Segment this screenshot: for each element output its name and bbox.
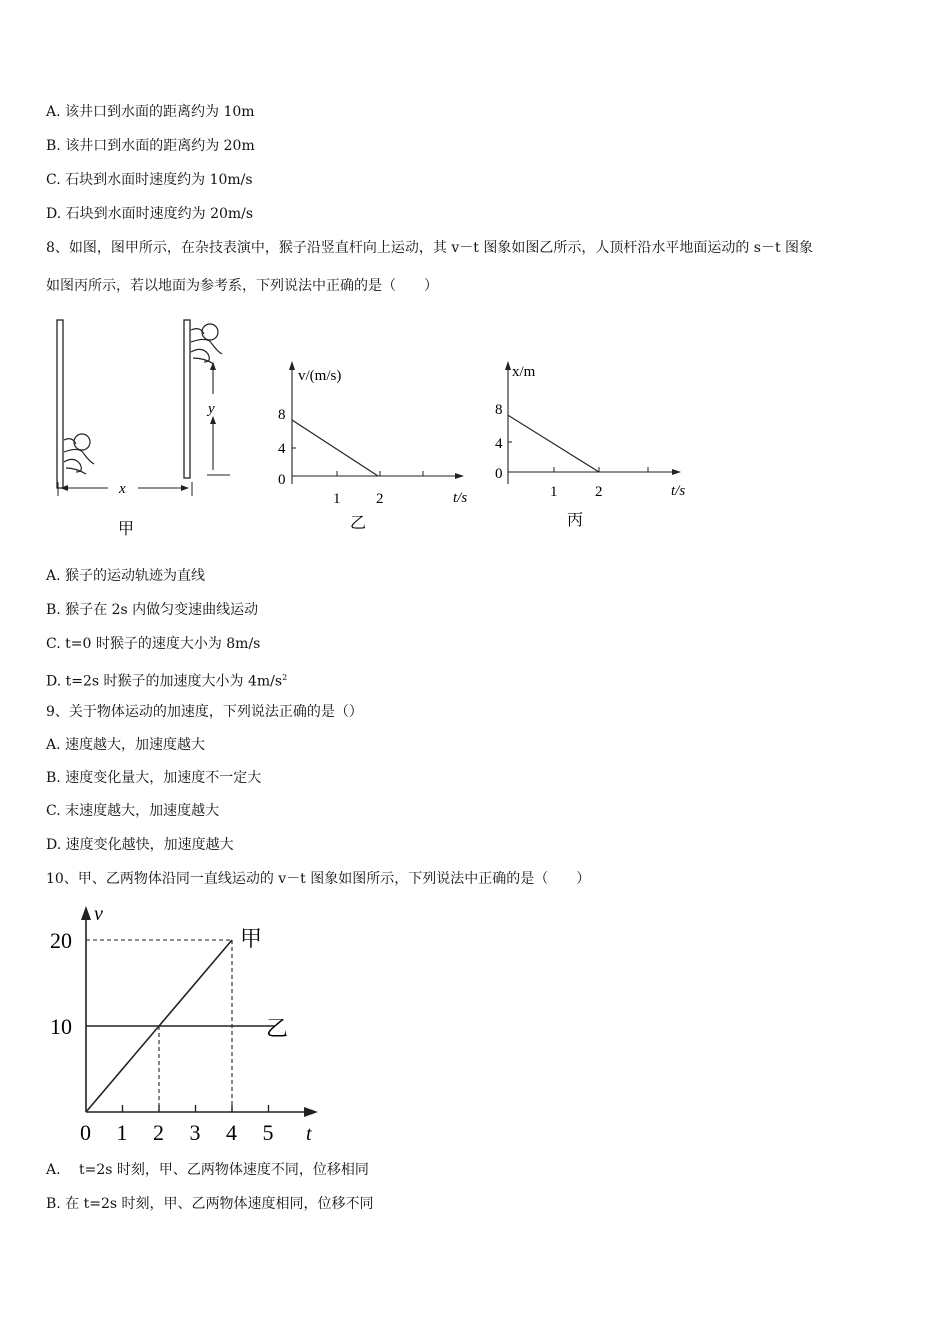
q7-option-d: D. 石块到水面时速度约为 20m/s <box>46 206 254 222</box>
q9-option-a: A. 速度越大，加速度越大 <box>46 737 206 753</box>
yi-ytick-8: 8 <box>278 407 286 423</box>
yi-xtick-1: 1 <box>333 491 341 507</box>
right-pole <box>184 320 190 478</box>
q8-option-d <box>46 669 287 691</box>
yi-series-line <box>292 420 378 476</box>
q8-option-d-sup: 2 <box>282 673 288 682</box>
q10-xlabel: t <box>306 1123 312 1145</box>
label-x: x <box>119 481 126 497</box>
q7-option-b: B. 该井口到水面的距离约为 20m <box>46 138 255 154</box>
q8-option-d-text: D. t=2s 时猴子的加速度大小为 4m/s <box>46 673 283 690</box>
label-y: y <box>208 401 215 417</box>
q7-option-a: A. 该井口到水面的距离约为 10m <box>46 104 255 120</box>
q10-ytick-20: 20 <box>50 928 72 953</box>
monkey-bottom-icon <box>64 434 94 474</box>
q10-xtick-label: 4 <box>226 1120 237 1145</box>
bing-xlabel: t/s <box>671 483 686 499</box>
q9-stem: 9、关于物体运动的加速度，下列说法正确的是（） <box>46 704 363 720</box>
bing-ytick-0: 0 <box>495 466 503 482</box>
figure-yi <box>270 356 480 536</box>
q8-stem-line1: 8、如图，图甲所示，在杂技表演中，猴子沿竖直杆向上运动，其 v－t 图象如图乙所示，人顶杆沿水平地面运动的 s－t 图象 <box>46 240 814 256</box>
q10-option-a: A. t=2s 时刻，甲、乙两物体速度不同，位移相同 <box>46 1162 369 1178</box>
q10-graph <box>40 900 340 1150</box>
yi-ylabel: v/(m/s) <box>298 368 342 384</box>
q10-ytick-10: 10 <box>50 1014 72 1039</box>
bing-xtick-2: 2 <box>595 484 603 500</box>
q8-option-b: B. 猴子在 2s 内做匀变速曲线运动 <box>46 602 259 618</box>
bing-xtick-1: 1 <box>550 484 558 500</box>
monkey-top-icon <box>191 324 222 364</box>
bing-ylabel: x/m <box>512 364 536 380</box>
q9-option-c: C. 末速度越大，加速度越大 <box>46 803 220 819</box>
q10-xtick-label: 1 <box>116 1120 128 1145</box>
q10-xtick-label: 0 <box>80 1120 91 1145</box>
q10-option-b: B. 在 t=2s 时刻，甲、乙两物体速度相同，位移不同 <box>46 1196 374 1212</box>
q10-xtick-label: 2 <box>153 1120 164 1145</box>
q9-option-d: D. 速度变化越快，加速度越大 <box>46 837 234 853</box>
q8-option-a: A. 猴子的运动轨迹为直线 <box>46 568 206 584</box>
q10-label-yi: 乙 <box>266 1017 289 1042</box>
q10-label-jia: 甲 <box>240 927 263 952</box>
caption-bing: 丙 <box>567 510 584 529</box>
caption-yi: 乙 <box>350 513 367 532</box>
q10-xtick-label: 3 <box>189 1120 201 1145</box>
q9-option-b: B. 速度变化量大，加速度不一定大 <box>46 770 262 786</box>
figure-bing <box>485 356 695 536</box>
left-pole <box>57 320 63 488</box>
yi-ytick-0: 0 <box>278 472 286 488</box>
yi-xtick-2: 2 <box>376 491 384 507</box>
q8-stem-line2: 如图丙所示，若以地面为参考系，下列说法中正确的是（ ） <box>46 278 438 294</box>
yi-xlabel: t/s <box>453 490 468 506</box>
figure-jia <box>50 312 250 542</box>
q10-xticks <box>80 1105 274 1145</box>
yi-ytick-4: 4 <box>278 441 286 457</box>
q10-ylabel: v <box>94 903 103 925</box>
q10-stem: 10、甲、乙两物体沿同一直线运动的 v－t 图象如图所示，下列说法中正确的是（ ） <box>46 871 591 887</box>
bing-ytick-4: 4 <box>495 436 503 452</box>
q8-option-c: C. t=0 时猴子的速度大小为 8m/s <box>46 636 261 652</box>
q7-option-c: C. 石块到水面时速度约为 10m/s <box>46 172 253 188</box>
caption-jia: 甲 <box>118 519 135 538</box>
bing-ytick-8: 8 <box>495 402 503 418</box>
bing-series-line <box>508 415 599 472</box>
q10-xtick-label: 5 <box>262 1120 274 1145</box>
